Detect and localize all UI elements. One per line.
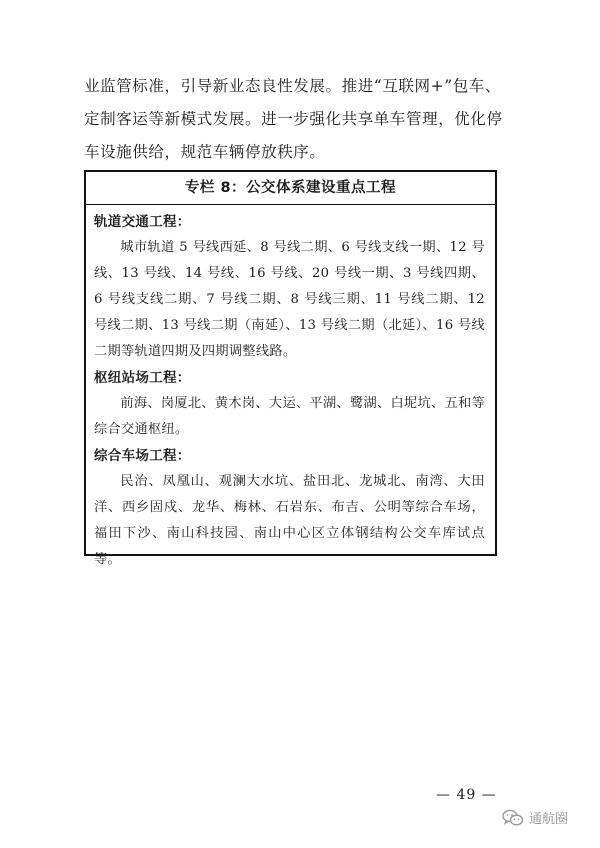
watermark-text: 通航圈	[529, 812, 569, 827]
intro-paragraph	[84, 70, 524, 169]
intro-line: 定制客运等新模式发展。进一步强化共享单车管理，优化停	[84, 110, 503, 128]
page-number: — 49 —	[436, 787, 497, 803]
watermark	[502, 808, 568, 827]
box-title: 专栏 8：公交体系建设重点工程	[86, 172, 495, 205]
section-text-hub: 前海、岗厦北、黄木岗、大运、平湖、鹭湖、白坭坑、五和等综合交通枢纽。	[94, 396, 485, 437]
section-heading-depot: 综合车场工程：	[94, 448, 191, 464]
section-text-depot: 民治、凤凰山、观澜大水坑、盐田北、龙城北、南湾、大田洋、西乡固戍、龙华、梅林、石岩东、布吉、公明等综合车场，福田下沙、南山科技园、南山中心区立体钢结构公交车库试点等。	[94, 474, 485, 567]
feature-box	[84, 170, 497, 567]
wechat-icon	[502, 809, 524, 827]
box-body	[86, 205, 495, 573]
section-text-rail: 城市轨道 5 号线西延、8 号线二期、6 号线支线一期、12 号线、13 号线、14 号线、16 号线、20 号线一期、3 号线四期、6 号线支线二期、7 号线二期、8 号线三期、11 号线二期、12 号线二期、13 号线二期（南延）、13 号线二期（北延）、16 号线二期等轨道四期及四期调整线路。	[94, 240, 485, 359]
intro-line: 业监管标准，引导新业态良性发展。推进“互联网+”包车、	[84, 77, 502, 95]
intro-line: 车设施供给，规范车辆停放秩序。	[84, 143, 326, 161]
section-heading-rail: 轨道交通工程：	[94, 214, 191, 230]
section-heading-hub: 枢纽站场工程：	[94, 370, 191, 386]
